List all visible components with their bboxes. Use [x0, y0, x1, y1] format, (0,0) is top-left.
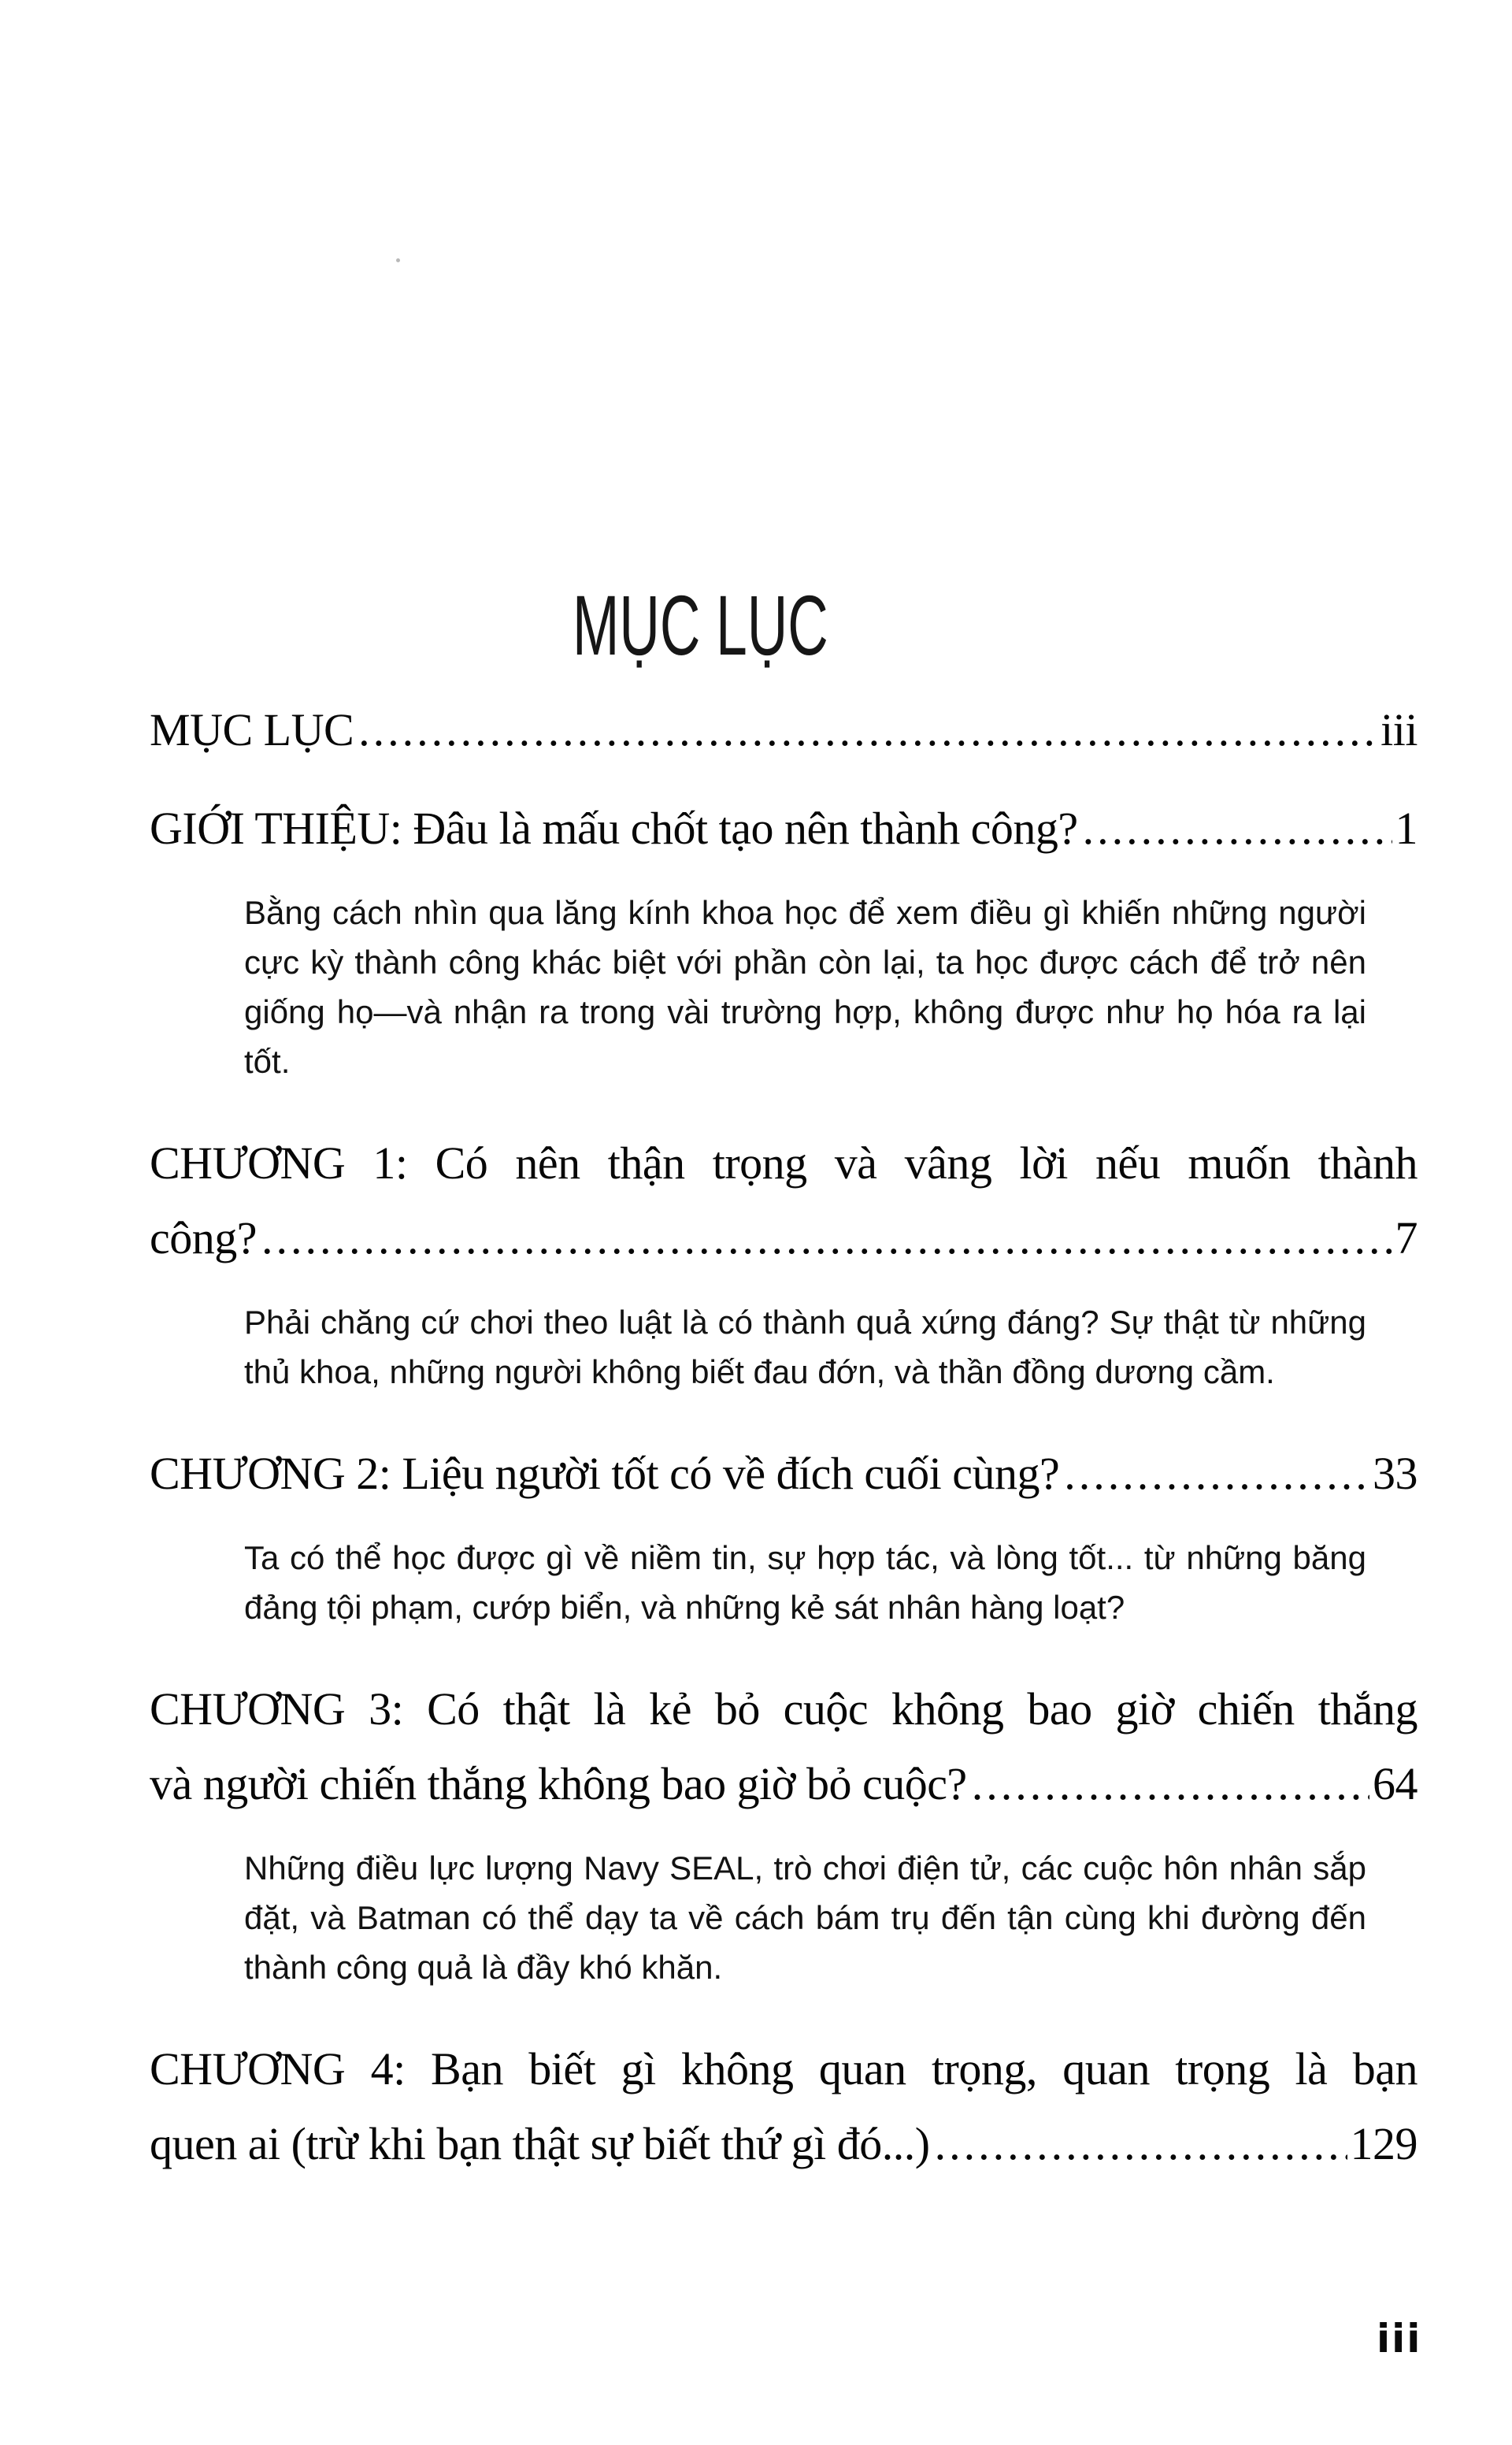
toc-entry-row — [150, 1200, 1418, 1275]
toc-entry-description: Ta có thể học được gì về niềm tin, sự hợp tác, và lòng tốt... từ những băng đảng tội phạm, cướp biển, và những kẻ sát nhân hàng loạt? — [244, 1539, 1366, 1626]
toc-page-number: 1 — [1395, 803, 1418, 854]
dot-leader — [358, 692, 1377, 767]
dot-leader — [935, 2106, 1347, 2181]
toc-page-number: 33 — [1373, 1448, 1418, 1499]
toc-list — [150, 0, 1418, 2181]
toc-entry — [150, 791, 1418, 866]
toc-entry-label-line2: quen ai (trừ khi bạn thật sự biết thứ gì đó...) — [150, 2118, 930, 2169]
toc-entry-row — [150, 2106, 1418, 2181]
toc-entry-label: GIỚI THIỆU: Đâu là mấu chốt tạo nên thành công? — [150, 803, 1078, 854]
toc-entry-row — [150, 1436, 1418, 1511]
toc-entry — [150, 1671, 1418, 1821]
toc-entry-label-line1: CHƯƠNG 1: Có nên thận trọng và vâng lời nếu muốn thành — [150, 1137, 1418, 1189]
dot-leader — [1083, 791, 1392, 866]
toc-entry-row — [150, 1746, 1418, 1821]
page-footer-number: iii — [1377, 2316, 1422, 2362]
toc-entry — [150, 1436, 1418, 1511]
toc-page-number: 7 — [1395, 1212, 1418, 1263]
toc-entry-label: CHƯƠNG 2: Liệu người tốt có về đích cuối cùng? — [150, 1448, 1060, 1499]
toc-entry-description: Phải chăng cứ chơi theo luật là có thành quả xứng đáng? Sự thật từ những thủ khoa, những người không biết đau đớn, và thần đồng dương cầm. — [244, 1304, 1366, 1390]
toc-entry-label-line2: và người chiến thắng không bao giờ bỏ cuộc? — [150, 1758, 967, 1809]
dot-leader — [972, 1746, 1369, 1821]
toc-page-number: iii — [1380, 704, 1418, 755]
toc-entry-row — [150, 692, 1418, 767]
toc-entry-label: MỤC LỤC — [150, 704, 354, 755]
toc-entry-label-line2: công? — [150, 1212, 257, 1263]
dot-leader — [1064, 1436, 1369, 1511]
toc-page-number: 64 — [1373, 1758, 1418, 1809]
toc-entry-description: Bằng cách nhìn qua lăng kính khoa học để xem điều gì khiến những người cực kỳ thành công khác biệt với phần còn lại, ta học được cách để trở nên giống họ—và nhận ra trong vài trường hợp, không được như họ hóa ra lại tốt. — [244, 894, 1366, 1080]
toc-entry-description: Những điều lực lượng Navy SEAL, trò chơi điện tử, các cuộc hôn nhân sắp đặt, và Batman có thể dạy ta về cách bám trụ đến tận cùng khi đường đến thành công quả là đầy khó khăn. — [244, 1850, 1366, 1986]
toc-entry-label-line1: CHƯƠNG 3: Có thật là kẻ bỏ cuộc không bao giờ chiến thắng — [150, 1683, 1418, 1735]
toc-entry — [150, 692, 1418, 767]
dot-leader — [261, 1200, 1392, 1275]
toc-entry-row — [150, 791, 1418, 866]
toc-entry — [150, 2031, 1418, 2181]
toc-entry — [150, 1126, 1418, 1275]
toc-entry-label-line1: CHƯƠNG 4: Bạn biết gì không quan trọng, quan trọng là bạn — [150, 2043, 1418, 2094]
toc-page-number: 129 — [1350, 2118, 1418, 2169]
page-title: MỤC LỤC — [573, 577, 828, 673]
